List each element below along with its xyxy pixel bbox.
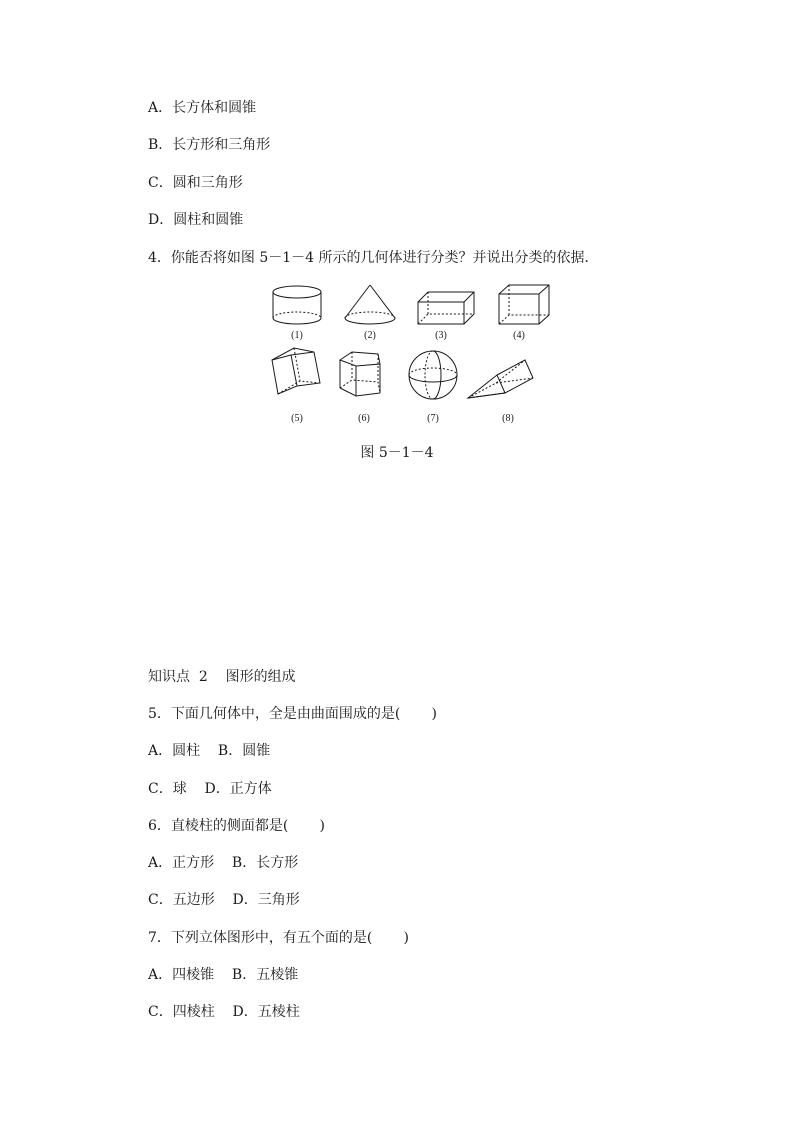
q3-option-d: D．圆柱和圆锥 bbox=[148, 212, 244, 228]
cube-shape bbox=[499, 285, 549, 324]
q6-options-row2: C．五边形 D．三角形 bbox=[148, 892, 300, 908]
q3-option-a: A．长方体和圆锥 bbox=[148, 100, 257, 116]
triangular-prism-shape bbox=[468, 360, 533, 398]
section-title: 知识点 2 图形的组成 bbox=[148, 669, 296, 685]
geometry-figure bbox=[260, 280, 560, 430]
figure-label-1: (1) bbox=[291, 330, 303, 341]
q6-options-row1: A．正方形 B．长方形 bbox=[148, 855, 299, 871]
figure-label-8: (8) bbox=[502, 413, 514, 424]
q6-text: 6．直棱柱的侧面都是( ) bbox=[148, 818, 325, 834]
q7-options-row2: C．四棱柱 D．五棱柱 bbox=[148, 1004, 300, 1020]
q7-options-row1: A．四棱锥 B．五棱锥 bbox=[148, 967, 299, 983]
cone-shape bbox=[345, 285, 395, 324]
figure-label-6: (6) bbox=[358, 413, 370, 424]
figure-label-3: (3) bbox=[435, 330, 447, 341]
figure-caption: 图 5－1－4 bbox=[360, 445, 434, 461]
cuboid-shape bbox=[418, 292, 474, 324]
q5-options-row1: A．圆柱 B．圆锥 bbox=[148, 743, 271, 759]
q3-option-c: C．圆和三角形 bbox=[148, 175, 243, 191]
sphere-shape bbox=[409, 351, 457, 399]
q7-text: 7．下列立体图形中，有五个面的是( ) bbox=[148, 930, 409, 946]
q5-text: 5．下面几何体中，全是由曲面围成的是( ) bbox=[148, 706, 437, 722]
q5-options-row2: C．球 D．正方体 bbox=[148, 781, 272, 797]
figure-label-2: (2) bbox=[364, 330, 376, 341]
figure-label-7: (7) bbox=[427, 413, 439, 424]
q3-option-b: B．长方形和三角形 bbox=[148, 137, 271, 153]
figure-label-4: (4) bbox=[513, 330, 525, 341]
q4-text: 4．你能否将如图 5－1－4 所示的几何体进行分类？并说出分类的依据． bbox=[148, 250, 599, 266]
cylinder-shape bbox=[273, 286, 321, 324]
tilted-prism-shape bbox=[272, 348, 320, 394]
figure-label-5: (5) bbox=[291, 413, 303, 424]
pentagonal-prism-shape bbox=[340, 352, 380, 396]
